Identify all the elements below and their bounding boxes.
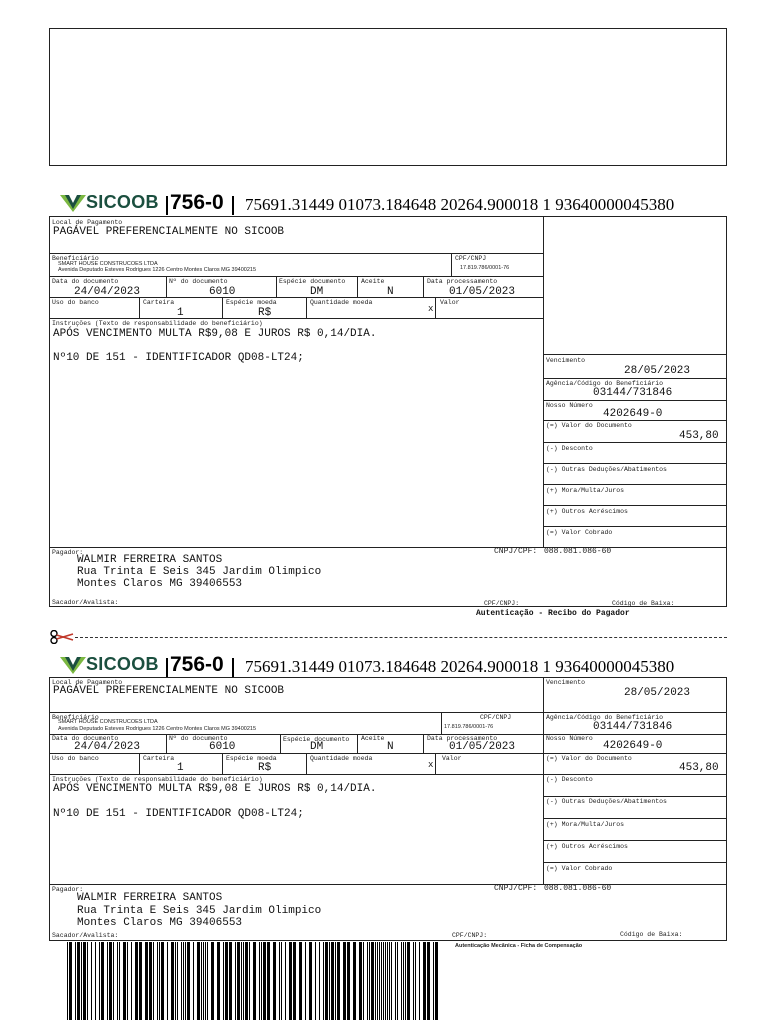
label-valor-cobrado: (=) Valor Cobrado	[546, 529, 613, 536]
barcode-bar	[367, 942, 368, 1020]
linha-digitavel-2: 75691.31449 01073.184648 20264.900018 1 93640000045380	[245, 657, 675, 676]
numero-documento-2: 6010	[209, 741, 236, 753]
label-uso-banco: Uso do banco	[52, 299, 99, 306]
label-instrucoes-2: Instruções (Texto de responsabilidade do beneficiário)	[52, 776, 263, 783]
label-local-pagamento-2: Local de Pagamento	[52, 679, 123, 686]
label-especie-documento: Espécie documento	[279, 278, 346, 285]
barcode-bar	[279, 942, 280, 1020]
barcode-bar	[107, 942, 108, 1020]
barcode-bar	[385, 942, 386, 1020]
instrucao-2: Nº10 DE 151 - IDENTIFICADOR QD08-LT24;	[53, 352, 304, 364]
pagador-cpf-2: 088.081.086-60	[544, 884, 612, 893]
barcode-bar	[211, 942, 214, 1020]
barcode-bar	[87, 942, 88, 1020]
barcode-bar	[235, 942, 236, 1020]
barcode-bar	[77, 942, 80, 1020]
barcode-bar	[139, 942, 142, 1020]
label-outros-acrescimos: (+) Outros Acréscimos	[546, 508, 628, 515]
barcode-bar	[323, 942, 324, 1020]
instrucao-1: APÓS VENCIMENTO MULTA R$9,08 E JUROS R$ 0,14/DIA.	[53, 328, 377, 340]
numero-documento: 6010	[209, 286, 236, 298]
label-outros-acrescimos-2: (+) Outros Acréscimos	[546, 843, 628, 850]
barcode	[67, 942, 441, 1020]
label-agencia-codigo: Agência/Código do Beneficiário	[546, 380, 664, 387]
vencimento: 28/05/2023	[624, 365, 691, 377]
barcode-bar	[243, 942, 244, 1020]
barcode-bar	[101, 942, 104, 1020]
barcode-bar	[159, 942, 160, 1020]
bank-name-2: SICOOB	[86, 654, 159, 674]
label-local-pagamento: Local de Pagamento	[52, 219, 123, 226]
scissors-icon	[50, 630, 74, 644]
barcode-bar	[415, 942, 416, 1020]
aceite-2: N	[387, 741, 394, 753]
especie-documento-2: DM	[310, 741, 324, 753]
label-nosso-numero: Nosso Número	[546, 402, 593, 409]
label-cpf-cnpj-sacador-2: CPF/CNPJ:	[452, 932, 488, 939]
label-valor: Valor	[440, 299, 460, 306]
agencia-codigo-2: 03144/731846	[593, 721, 673, 733]
barcode-bar	[207, 942, 208, 1020]
barcode-bar	[187, 942, 190, 1020]
nosso-numero-2: 4202649-0	[603, 740, 663, 752]
label-beneficiario: Beneficiário	[52, 255, 99, 262]
instrucao-1-2: APÓS VENCIMENTO MULTA R$9,08 E JUROS R$ 0,14/DIA.	[53, 783, 377, 795]
barcode-bar	[99, 942, 100, 1020]
barcode-bar	[201, 942, 202, 1020]
barcode-bar	[217, 942, 220, 1020]
barcode-bar	[127, 942, 128, 1020]
label-quantidade-moeda-2: Quantidade moeda	[310, 755, 373, 762]
pagador-cidade-2: Montes Claros MG 39406553	[77, 917, 243, 929]
barcode-bar	[67, 942, 68, 1020]
barcode-bar	[331, 942, 334, 1020]
label-especie-documento-2: Espécie documento	[283, 736, 350, 743]
pagador-endereco-2: Rua Trinta E Seis 345 Jardim Olimpico	[77, 905, 322, 917]
label-outras-deducoes-2: (-) Outras Deduções/Abatimentos	[546, 798, 667, 805]
label-agencia-codigo-2: Agência/Código do Beneficiário	[546, 714, 664, 721]
especie-moeda-2: R$	[258, 762, 272, 774]
sicoob-logo-2	[60, 654, 159, 675]
barcode-bar	[95, 942, 96, 1020]
barcode-bar	[183, 942, 184, 1020]
barcode-bar	[119, 942, 120, 1020]
barcode-bar	[281, 942, 282, 1020]
barcode-bar	[363, 942, 364, 1020]
barcode-bar	[177, 942, 178, 1020]
barcode-bar	[175, 942, 176, 1020]
label-cpf-cnpj-2: CPF/CNPJ	[480, 714, 512, 721]
barcode-bar	[259, 942, 260, 1020]
barcode-bar	[383, 942, 384, 1020]
label-cpf-cnpj-sacador: CPF/CNPJ:	[484, 600, 520, 607]
data-documento-2: 24/04/2023	[74, 741, 141, 753]
label-numero-documento-2: Nº do documento	[169, 735, 228, 742]
barcode-bar	[245, 942, 248, 1020]
barcode-bar	[237, 942, 240, 1020]
pagador-endereco: Rua Trinta E Seis 345 Jardim Olimpico	[77, 566, 322, 578]
beneficiario-endereco: Avenida Deputado Esteves Rodrigues 1226 Centro Montes Claros MG 39400215	[58, 267, 257, 273]
pagador-nome-2: WALMIR FERREIRA SANTOS	[77, 892, 223, 904]
label-data-documento: Data do documento	[52, 278, 119, 285]
barcode-bar	[435, 942, 438, 1020]
label-mora-multa-2: (+) Mora/Multa/Juros	[546, 821, 625, 828]
barcode-bar	[117, 942, 118, 1020]
data-processamento-2: 01/05/2023	[449, 741, 516, 753]
bank-code-2: 756-0	[170, 653, 224, 676]
barcode-bar	[395, 942, 396, 1020]
barcode-bar	[81, 942, 82, 1020]
barcode-bar	[309, 942, 312, 1020]
barcode-bar	[347, 942, 350, 1020]
cut-line	[75, 637, 727, 638]
label-valor-documento: (=) Valor do Documento	[546, 422, 632, 429]
carteira: 1	[177, 307, 184, 319]
label-codigo-baixa: Código de Baixa:	[612, 600, 675, 607]
label-nosso-numero-2: Nosso Número	[546, 735, 593, 742]
blank-header-box	[49, 28, 727, 166]
barcode-bar	[391, 942, 392, 1020]
barcode-bar	[381, 942, 382, 1020]
label-valor-documento-2: (=) Valor do Documento	[546, 755, 632, 762]
label-aceite-2: Aceite	[361, 735, 385, 742]
barcode-bar	[225, 942, 228, 1020]
data-processamento: 01/05/2023	[449, 286, 516, 298]
data-documento: 24/04/2023	[74, 286, 141, 298]
label-quantidade-moeda: Quantidade moeda	[310, 299, 373, 306]
label-cpf-cnpj: CPF/CNPJ	[455, 255, 487, 262]
ficha-compensacao-label: Autenticação Mecânica - Ficha de Compensação	[455, 943, 583, 949]
barcode-bar	[405, 942, 406, 1020]
barcode-bar	[337, 942, 340, 1020]
barcode-bar	[181, 942, 182, 1020]
barcode-bar	[113, 942, 114, 1020]
barcode-bar	[229, 942, 232, 1020]
barcode-bar	[171, 942, 174, 1020]
barcode-bar	[305, 942, 306, 1020]
barcode-bar	[83, 942, 86, 1020]
pagador-cidade: Montes Claros MG 39406553	[77, 578, 243, 590]
local-pagamento-2: PAGÁVEL PREFERENCIALMENTE NO SICOOB	[53, 685, 285, 697]
barcode-bar	[123, 942, 126, 1020]
beneficiario-cnpj: 17.819.786/0001-76	[460, 265, 510, 271]
barcode-bar	[293, 942, 296, 1020]
label-pagador: Pagador:	[52, 549, 84, 556]
nosso-numero: 4202649-0	[603, 408, 663, 420]
linha-digitavel: 75691.31449 01073.184648 20264.900018 1 93640000045380	[245, 195, 675, 214]
label-uso-banco-2: Uso do banco	[52, 755, 99, 762]
local-pagamento: PAGÁVEL PREFERENCIALMENTE NO SICOOB	[53, 226, 285, 238]
barcode-bar	[329, 942, 330, 1020]
barcode-bar	[109, 942, 112, 1020]
barcode-bar	[369, 942, 370, 1020]
label-carteira: Carteira	[143, 299, 175, 306]
barcode-bar	[403, 942, 404, 1020]
barcode-bar	[161, 942, 164, 1020]
barcode-bar	[289, 942, 292, 1020]
barcode-bar	[223, 942, 224, 1020]
barcode-bar	[335, 942, 336, 1020]
beneficiario-nome: SMART HOUSE CONSTRUCOES LTDA	[58, 261, 158, 267]
barcode-bar	[427, 942, 430, 1020]
label-desconto: (-) Desconto	[546, 445, 593, 452]
label-valor-2: Valor	[442, 755, 462, 762]
beneficiario-cnpj-2: 17.819.786/0001-76	[444, 724, 494, 730]
barcode-bar	[91, 942, 92, 1020]
recibo-pagador-label: Autenticação - Recibo do Pagador	[476, 609, 630, 618]
barcode-bar	[379, 942, 380, 1020]
valor-documento-2: 453,80	[679, 762, 719, 774]
barcode-bar	[397, 942, 398, 1020]
barcode-bar	[203, 942, 204, 1020]
carteira-2: 1	[177, 762, 184, 774]
instrucao-2-2: Nº10 DE 151 - IDENTIFICADOR QD08-LT24;	[53, 808, 304, 820]
barcode-bar	[249, 942, 250, 1020]
label-especie-moeda: Espécie moeda	[226, 299, 277, 306]
label-aceite: Aceite	[361, 278, 385, 285]
label-data-processamento-2: Data processamento	[427, 735, 498, 742]
label-sacador-2: Sacador/Avalista:	[52, 932, 119, 939]
barcode-bar	[263, 942, 266, 1020]
label-data-documento-2: Data do documento	[52, 735, 119, 742]
x-mark: x	[428, 304, 434, 314]
beneficiario-endereco-2: Avenida Deputado Esteves Rodrigues 1226 Centro Montes Claros MG 39400215	[58, 726, 257, 732]
barcode-bar	[433, 942, 434, 1020]
especie-moeda: R$	[258, 307, 272, 319]
valor-documento: 453,80	[679, 430, 719, 442]
label-vencimento-2: Vencimento	[546, 679, 586, 686]
label-valor-cobrado-2: (=) Valor Cobrado	[546, 865, 613, 872]
label-data-processamento: Data processamento	[427, 278, 498, 285]
barcode-bar	[185, 942, 186, 1020]
barcode-bar	[273, 942, 276, 1020]
barcode-bar	[135, 942, 138, 1020]
barcode-bar	[299, 942, 302, 1020]
barcode-bar	[205, 942, 206, 1020]
barcode-bar	[69, 942, 72, 1020]
beneficiario-nome-2: SMART HOUSE CONSTRUCOES LTDA	[58, 719, 158, 725]
barcode-bar	[371, 942, 374, 1020]
pagador-cpf: 088.081.086-60	[544, 547, 612, 556]
sicoob-logo	[60, 192, 159, 213]
barcode-bar	[197, 942, 200, 1020]
barcode-bar	[423, 942, 426, 1020]
barcode-bar	[167, 942, 168, 1020]
barcode-bar	[131, 942, 132, 1020]
barcode-bar	[75, 942, 76, 1020]
barcode-bar	[401, 942, 402, 1020]
label-mora-multa: (+) Mora/Multa/Juros	[546, 487, 625, 494]
barcode-bar	[285, 942, 286, 1020]
label-desconto-2: (-) Desconto	[546, 776, 593, 783]
agencia-codigo: 03144/731846	[593, 387, 673, 399]
label-codigo-baixa-2: Código de Baixa:	[620, 931, 683, 938]
barcode-bar	[153, 942, 154, 1020]
barcode-bar	[377, 942, 378, 1020]
barcode-bar	[353, 942, 356, 1020]
barcode-bar	[149, 942, 152, 1020]
barcode-bar	[241, 942, 242, 1020]
sicoob-chevron-icon	[60, 193, 86, 213]
aceite: N	[387, 286, 394, 298]
barcode-bar	[375, 942, 376, 1020]
label-cnpj-cpf-2: CNPJ/CPF:	[494, 884, 538, 893]
barcode-bar	[419, 942, 420, 1020]
barcode-bar	[157, 942, 158, 1020]
sicoob-chevron-icon	[60, 655, 86, 675]
bank-code: 756-0	[170, 191, 224, 214]
barcode-bar	[267, 942, 270, 1020]
barcode-bar	[261, 942, 262, 1020]
vencimento-2: 28/05/2023	[624, 687, 691, 699]
bank-name: SICOOB	[86, 192, 159, 212]
label-especie-moeda-2: Espécie moeda	[226, 755, 277, 762]
barcode-bar	[413, 942, 414, 1020]
barcode-bar	[319, 942, 320, 1020]
barcode-bar	[387, 942, 388, 1020]
barcode-bar	[145, 942, 148, 1020]
pagador-nome: WALMIR FERREIRA SANTOS	[77, 554, 223, 566]
label-numero-documento: Nº do documento	[169, 278, 228, 285]
barcode-bar	[343, 942, 346, 1020]
label-instrucoes: Instruções (Texto de responsabilidade do beneficiário)	[52, 320, 263, 327]
label-outras-deducoes: (-) Outras Deduções/Abatimentos	[546, 466, 667, 473]
label-pagador-2: Pagador:	[52, 886, 84, 893]
barcode-bar	[193, 942, 194, 1020]
x-mark-2: x	[428, 760, 434, 770]
barcode-bar	[253, 942, 256, 1020]
label-sacador: Sacador/Avalista:	[52, 599, 119, 606]
label-cnpj-cpf: CNPJ/CPF:	[494, 547, 538, 556]
label-beneficiario-2: Beneficiário	[52, 714, 99, 721]
label-vencimento: Vencimento	[546, 357, 586, 364]
barcode-bar	[359, 942, 362, 1020]
barcode-bar	[315, 942, 316, 1020]
especie-documento: DM	[310, 286, 324, 298]
barcode-bar	[389, 942, 390, 1020]
barcode-bar	[325, 942, 328, 1020]
label-carteira-2: Carteira	[143, 755, 175, 762]
barcode-bar	[407, 942, 410, 1020]
